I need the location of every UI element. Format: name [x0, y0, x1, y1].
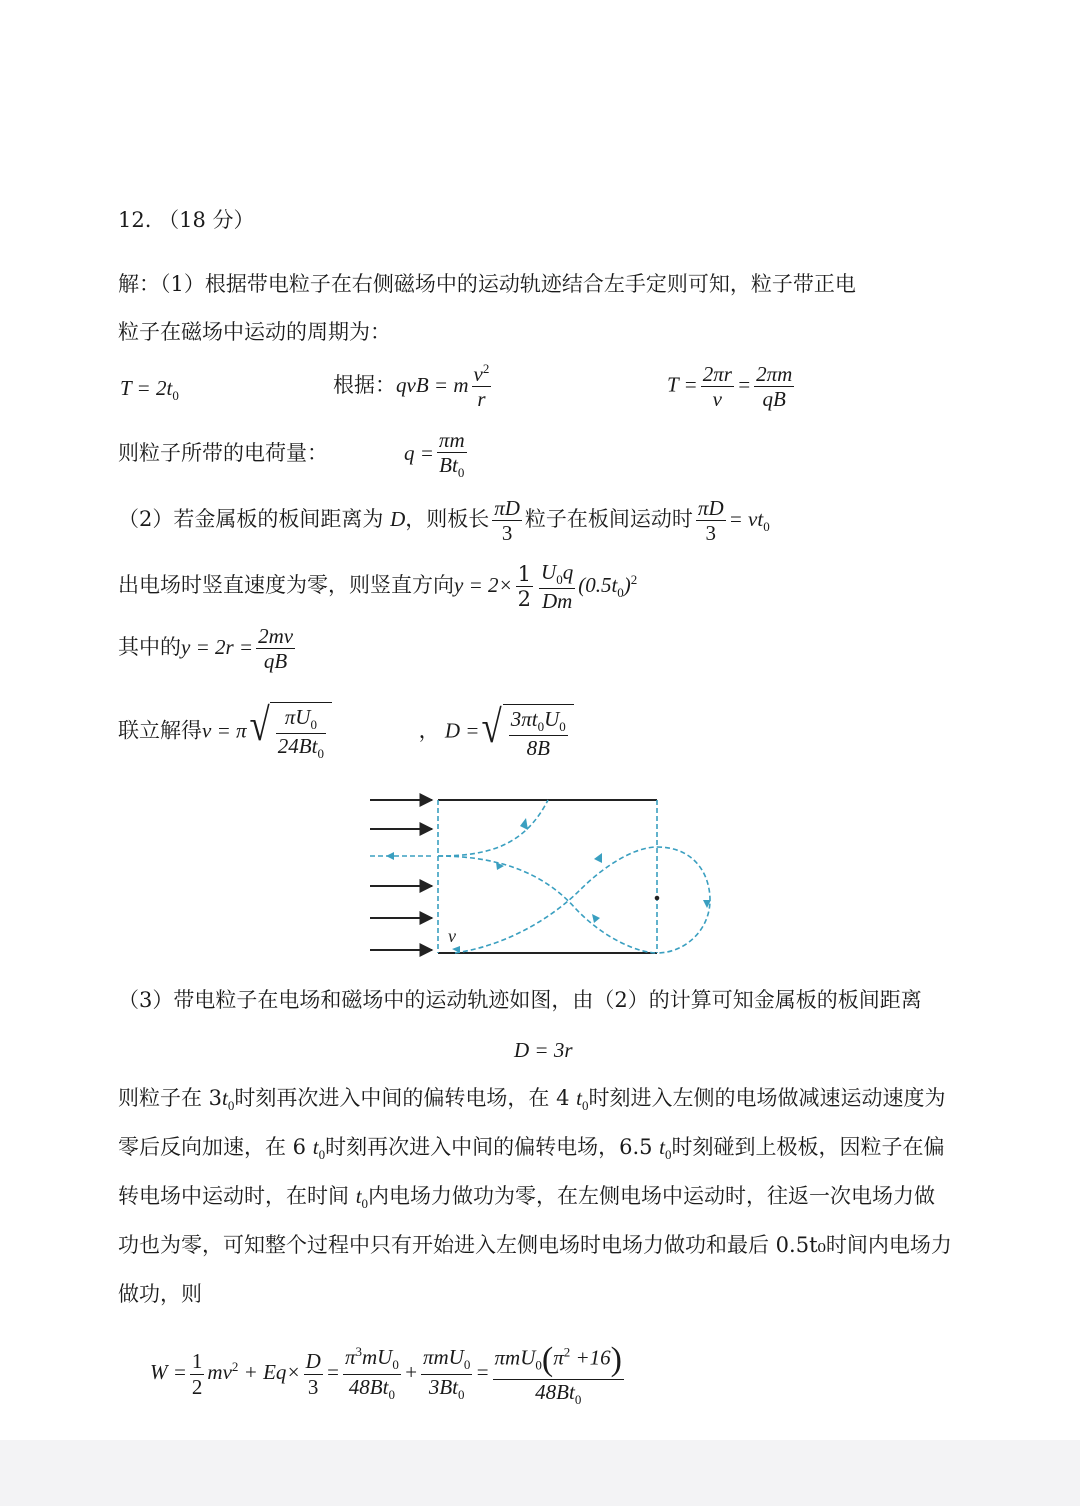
part3-para1: 则粒子在 $3t_0$时刻再次进入中间的偏转电场，在 4 $t_0$时刻进入左侧的电场做减速运动速度为: [118, 1086, 946, 1114]
part3-para3: 转电场中运动时，在时间 $t_0$内电场力做功为零，在左侧电场中运动时，往返一次电场力做: [118, 1184, 936, 1212]
formula-d-3r: D = 3r: [514, 1038, 573, 1062]
reverse-arrowhead: [386, 852, 394, 860]
formula-period: T = $\frac{2\pi r}{v}$ = $\frac{2\pi m}{qB}$: [667, 362, 793, 412]
trajectory: [438, 800, 710, 953]
p2-c: 时刻碰到上极板，因粒子在偏: [671, 1135, 945, 1159]
problem-heading: [118, 210, 255, 231]
trajectory-figure: [360, 790, 720, 965]
part1-intro: 解：（1）根据带电粒子在右侧磁场中的运动轨迹结合左手定则可知，粒子带正电: [118, 272, 856, 296]
formula-period-t0: $T = 2t_0$: [120, 376, 179, 404]
problem-score: （18 分）: [158, 208, 255, 232]
velocity-label: v: [448, 926, 456, 946]
formula-work: W = $\frac{1}{2}$ $mv^2 + Eq\times$ $\frac{D}{3}$ = $\frac{\pi^3mU_0}{48Bt_0}$ + $\frac{\pi mU_0}{3Bt_0}$ = $\frac{\pi mU_0(\pi^2 +16)}{48Bt_0}$: [150, 1341, 622, 1408]
part3-para4: 功也为零，可知整个过程中只有开始进入左侧电场时电场力做功和最后 0.5t₀时间内电场力: [118, 1233, 952, 1257]
p2-a: 零后反向加速，在 6: [118, 1135, 307, 1159]
p1-c: 时刻进入左侧的电场做减速运动速度为: [588, 1086, 946, 1110]
formula-lorentz: 根据：qvB = m $\frac{v^2}{r}$: [333, 361, 490, 412]
trajectory-arrowheads: [452, 818, 711, 953]
where-text: 其中的: [118, 635, 181, 660]
comma: ，: [418, 718, 440, 743]
vertical-text: 出电场时竖直速度为零，则竖直方向: [118, 573, 454, 598]
part2-line2: 出电场时竖直速度为零，则竖直方向y = 2× $\frac{1}{2}$ $\frac{U_0q}{Dm}$ $(0.5t_0)^2$: [118, 560, 638, 614]
charge-line: 则粒子所带的电荷量： q = $\frac{\pi m}{Bt_0}$: [118, 428, 465, 481]
part3-para2: 零后反向加速，在 6 $t_0$时刻再次进入中间的偏转电场，6.5 $t_0$时刻碰到上极板，因粒子在偏: [118, 1135, 945, 1163]
part2-text-b: ，则板长: [405, 507, 490, 532]
part2-line4: 联立解得v = π √ $\frac{\pi U_0}{24Bt_0}$ ， D = √ $\frac{3\pi t_0U_0}{8B}$: [118, 702, 574, 762]
solve-text: 联立解得: [118, 718, 202, 743]
part3-para5: 做功，则: [118, 1282, 202, 1306]
bottom-band: [0, 1440, 1080, 1506]
problem-number: 12.: [118, 208, 152, 232]
part2-text-a: （2）若金属板的板间距离为: [118, 507, 384, 532]
p3-a: 转电场中运动时，在时间: [118, 1184, 349, 1208]
part2-text-c: 粒子在板间运动时: [524, 507, 693, 532]
part2-line3: 其中的y = 2r = $\frac{2mv}{qB}$: [118, 624, 294, 674]
p3-b: 内电场力做功为零，在左侧电场中运动时，往返一次电场力做: [368, 1184, 936, 1208]
part2-line1: （2）若金属板的板间距离为 D，则板长 $\frac{\pi D}{3}$ 粒子在板间运动时 $\frac{\pi D}{3}$ = $vt_0$: [118, 496, 770, 546]
part3-intro: （3）带电粒子在电场和磁场中的运动轨迹如图，由（2）的计算可知金属板的板间距离: [118, 988, 922, 1012]
basis-label: 根据：: [333, 373, 396, 398]
p2-b: 时刻再次进入中间的偏转电场，6.5: [325, 1135, 653, 1159]
center-dot: [655, 896, 660, 901]
field-arrows: [370, 800, 432, 950]
period-intro: 粒子在磁场中运动的周期为：: [118, 320, 391, 344]
charge-label: 则粒子所带的电荷量：: [118, 441, 328, 466]
p1-b: 时刻再次进入中间的偏转电场，在 4: [234, 1086, 570, 1110]
p1-a: 则粒子在 3: [118, 1086, 223, 1110]
